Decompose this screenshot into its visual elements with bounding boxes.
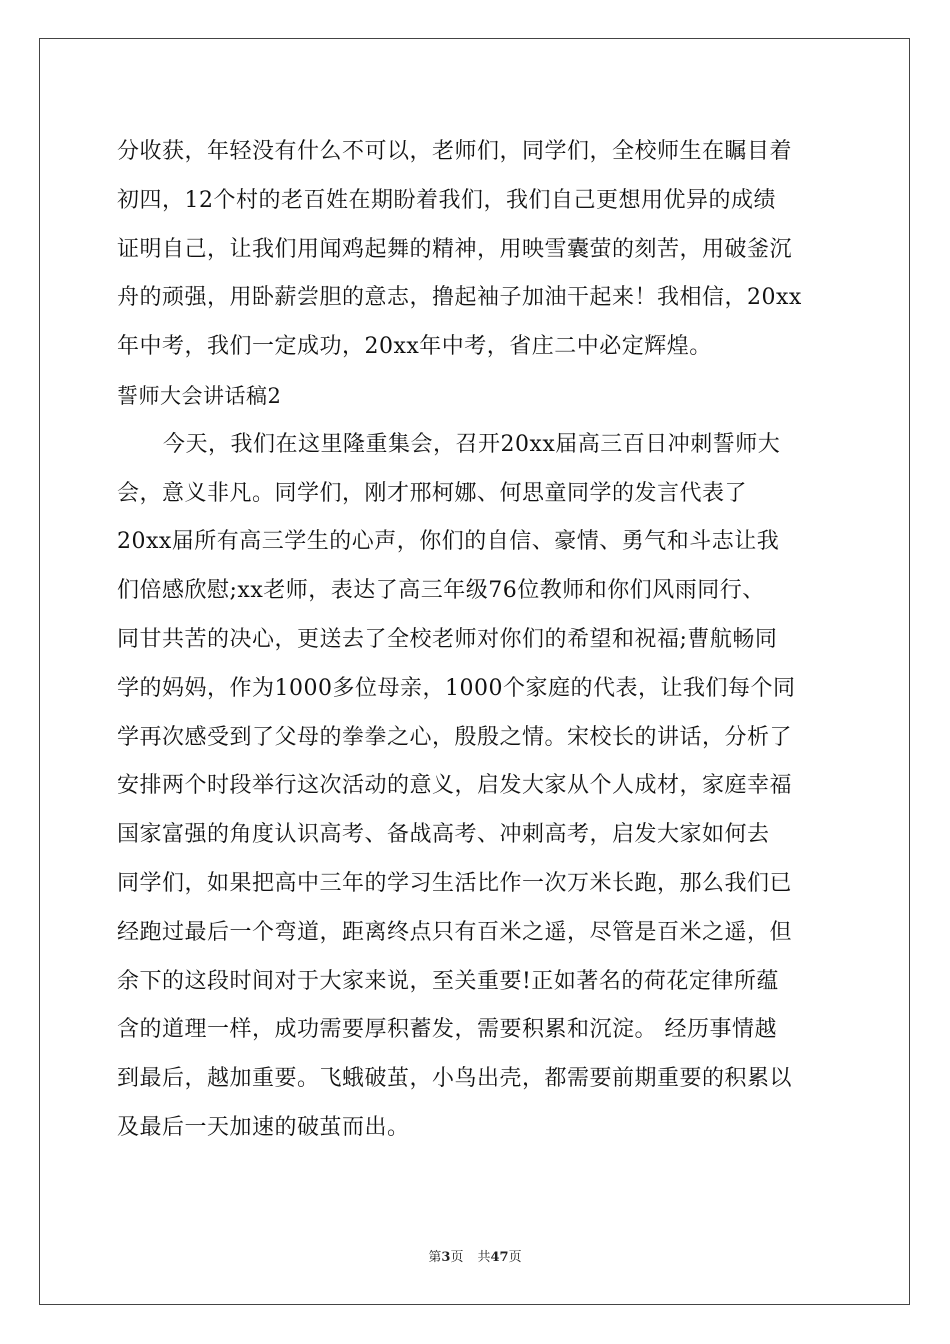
text-line: 含的道理一样，成功需要厚积蓄发，需要积累和沉淀。 经历事情越 [117, 1017, 777, 1043]
total-suffix: 页 [508, 1250, 522, 1265]
text-line: 分收获，年轻没有什么不可以，老师们，同学们，全校师生在瞩目着 [117, 139, 793, 164]
text-line: 同学们，如果把高中三年的学习生活比作一次万米长跑，那么我们已 [117, 870, 793, 896]
text-line: 学再次感受到了父母的拳拳之心，殷殷之情。宋校长的讲话，分析了 [117, 724, 793, 750]
total-prefix: 共 [477, 1250, 491, 1265]
text-line: 年中考，我们一定成功，20xx年中考，省庄二中必定辉煌。 [117, 334, 712, 360]
page-suffix: 页 [450, 1250, 464, 1265]
text-line: 初四，12个村的老百姓在期盼着我们，我们自己更想用优异的成绩 [117, 187, 776, 213]
section-heading: 誓师大会讲话稿2 [117, 383, 282, 408]
text-line: 今天，我们在这里隆重集会，召开20xx届高三百日冲刺誓师大 [163, 431, 781, 457]
text-line: 余下的这段时间对于大家来说，至关重要!正如著名的荷花定律所蕴 [117, 968, 779, 994]
page-footer [0, 1246, 950, 1265]
text-line: 及最后一天加速的破茧而出。 [117, 1114, 410, 1140]
text-line: 会，意义非凡。同学们，刚才邢柯娜、何思童同学的发言代表了 [117, 480, 748, 506]
text-line: 安排两个时段举行这次活动的意义，启发大家从个人成材，家庭幸福 [117, 773, 793, 799]
text-line: 国家富强的角度认识高考、备战高考、冲刺高考，启发大家如何去 [117, 822, 770, 848]
text-line: 经跑过最后一个弯道，距离终点只有百米之遥，尽管是百米之遥，但 [117, 919, 793, 945]
text-line: 20xx届所有高三学生的心声，你们的自信、豪情、勇气和斗志让我 [117, 529, 780, 555]
text-line: 们倍感欣慰;xx老师，表达了高三年级76位教师和你们风雨同行、 [117, 578, 765, 604]
text-line: 证明自己，让我们用闻鸡起舞的精神，用映雪囊萤的刻苦，用破釜沉 [117, 236, 793, 262]
text-line: 学的妈妈，作为1000多位母亲，1000个家庭的代表，让我们每个同 [117, 675, 796, 701]
document-body [117, 128, 837, 1153]
text-line: 同甘共苦的决心，更送去了全校老师对你们的希望和祝福;曹航畅同 [117, 626, 778, 652]
text-line: 舟的顽强，用卧薪尝胆的意志，撸起袖子加油干起来！我相信，20xx [117, 285, 802, 311]
page-number: 3 [441, 1250, 451, 1265]
total-pages: 47 [490, 1250, 509, 1265]
text-line: 到最后，越加重要。飞蛾破茧，小鸟出壳，都需要前期重要的积累以 [117, 1066, 793, 1092]
page-prefix: 第 [428, 1250, 442, 1265]
